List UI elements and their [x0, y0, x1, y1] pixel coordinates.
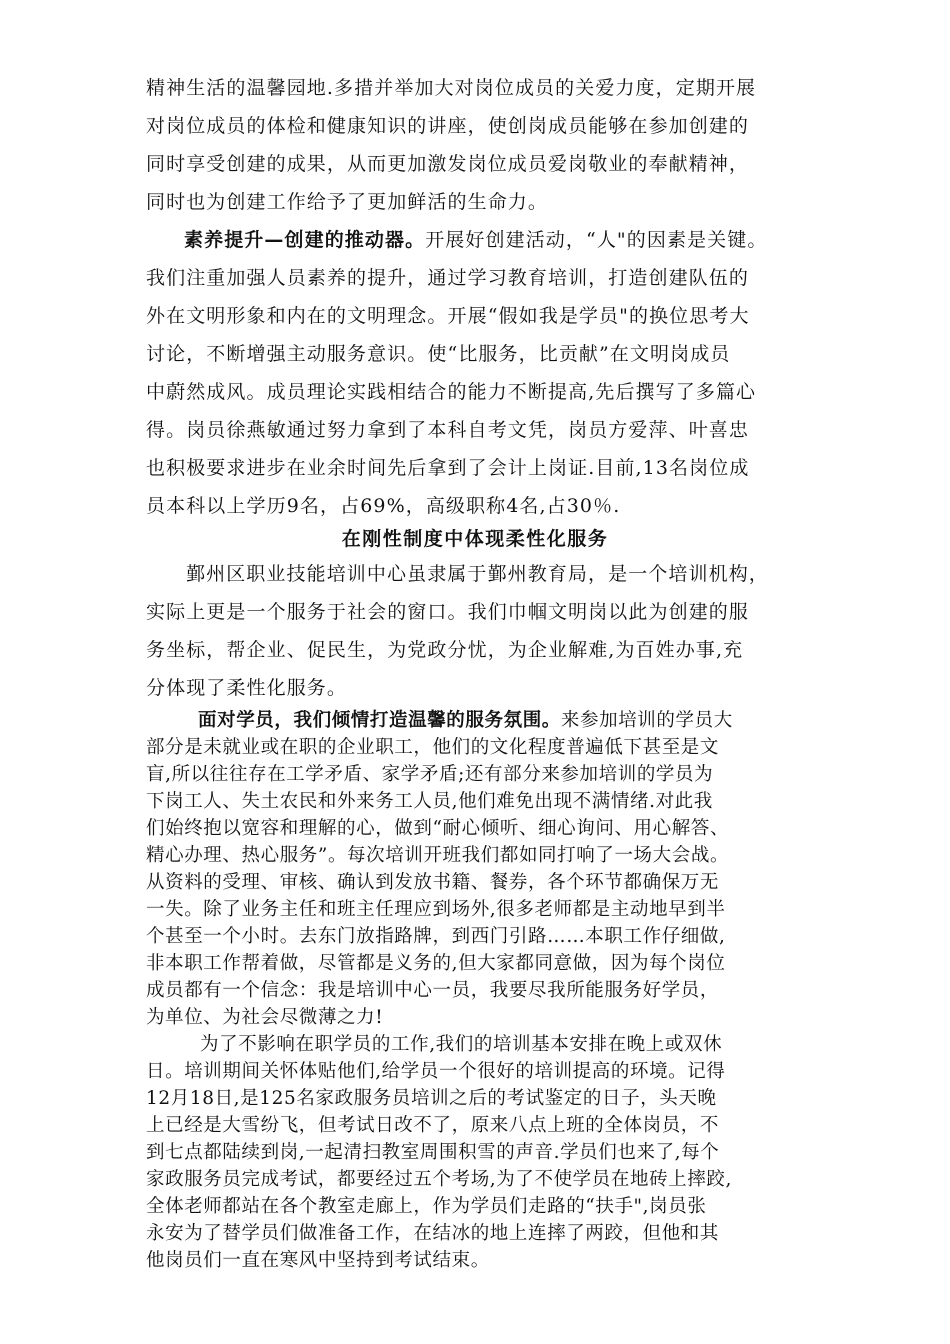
text-line: 同时也为创建工作给予了更加鲜活的生命力。 — [146, 191, 549, 213]
text-line: 也积极要求进步在业余时间先后拿到了会计上岗证.目前,13名岗位成 — [146, 457, 750, 479]
text-line: 盲,所以往往存在工学矛盾、家学矛盾;还有部分来参加培训的学员为 — [146, 764, 714, 785]
text-line: 我们注重加强人员素养的提升，通过学习教育培训，打造创建队伍的 — [146, 267, 750, 289]
text-line: 讨论，不断增强主动服务意识。使“比服务，比贡献”在文明岗成员 — [146, 343, 731, 365]
text-line: 个甚至一个小时。去东门放指路牌，到西门引路……本职工作仔细做, — [146, 926, 726, 947]
text-line: 务坐标，帮企业、促民生，为党政分忧，为企业解难,为百姓办事,充 — [146, 639, 744, 661]
paragraph-lead-heading: 素养提升—创建的推动器。 — [184, 229, 426, 251]
text-line: 们始终抱以宽容和理解的心，做到“耐心倾听、细心询问、用心解答、 — [146, 818, 730, 839]
text-line: 员本科以上学历9名，占69%，高级职称4名,占30％. — [146, 495, 621, 517]
text-line: 为了不影响在职学员的工作,我们的培训基本安排在晚上或双休 — [200, 1034, 723, 1055]
text-line: 下岗工人、失土农民和外来务工人员,他们难免出现不满情绪.对此我 — [146, 791, 713, 812]
text-line: 成员都有一个信念：我是培训中心一员，我要尽我所能服务好学员， — [146, 980, 720, 1001]
text-line: 外在文明形象和内在的文明理念。开展“假如我是学员"的换位思考大 — [146, 305, 750, 327]
text-line: 鄞州区职业技能培训中心虽隶属于鄞州教育局，是一个培训机构， — [186, 563, 769, 585]
text-line: 12月18日,是125名家政服务员培训之后的考试鉴定的日子，头天晚 — [146, 1088, 717, 1109]
text-line: 他岗员们一直在寒风中坚持到考试结束。 — [146, 1250, 490, 1271]
text-line: 部分是未就业或在职的企业职工，他们的文化程度普遍低下甚至是文 — [146, 737, 720, 758]
paragraph-lead-heading: 面对学员，我们倾情打造温馨的服务氛围。 — [198, 710, 561, 731]
text-line: 家政服务员完成考试，都要经过五个考场,为了不使学员在地砖上摔跤, — [146, 1169, 732, 1190]
text-line: 全体老师都站在各个教室走廊上，作为学员们走路的“扶手",岗员张 — [146, 1196, 707, 1217]
text-line: 上已经是大雪纷飞，但考试日改不了，原来八点上班的全体岗员，不 — [146, 1115, 720, 1136]
text-line: 分体现了柔性化服务。 — [146, 677, 348, 699]
section-title: 在刚性制度中体现柔性化服务 — [341, 528, 609, 550]
text-span: 开展好创建活动，“人"的因素是关键。 — [425, 229, 768, 251]
text-line: 为单位、为社会尽微薄之力! — [146, 1007, 384, 1028]
text-line: 实际上更是一个服务于社会的窗口。我们巾帼文明岗以此为创建的服 — [146, 601, 750, 623]
text-line — [198, 710, 888, 732]
text-line: 中蔚然成风。成员理论实践相结合的能力不断提高,先后撰写了多篇心 — [146, 381, 757, 403]
text-line: 永安为了替学员们做准备工作，在结冰的地上连摔了两跤，但他和其 — [146, 1223, 720, 1244]
text-line: 对岗位成员的体检和健康知识的讲座，使创岗成员能够在参加创建的 — [146, 115, 750, 137]
text-line: 精神生活的温馨园地.多措并举加大对岗位成员的关爱力度，定期开展 — [146, 77, 757, 99]
text-line: 精心办理、热心服务”。每次培训开班我们都如同打响了一场大会战。 — [146, 845, 730, 866]
text-line: 非本职工作帮着做，尽管都是义务的,但大家都同意做，因为每个岗位 — [146, 953, 726, 974]
text-line: 得。岗员徐燕敏通过努力拿到了本科自考文凭，岗员方爱萍、叶喜忠 — [146, 419, 750, 441]
text-line — [184, 228, 874, 252]
text-line: 日。培训期间关怀体贴他们,给学员一个很好的培训提高的环境。记得 — [146, 1061, 726, 1082]
text-line: 到七点都陆续到岗,一起清扫教室周围积雪的声音.学员们也来了,每个 — [146, 1142, 720, 1163]
text-span: 来参加培训的学员大 — [560, 710, 733, 731]
text-line: 从资料的受理、审核、确认到发放书籍、餐券，各个环节都确保万无 — [146, 872, 720, 893]
text-line: 一失。除了业务主任和班主任理应到场外,很多老师都是主动地早到半 — [146, 899, 726, 920]
text-line: 同时享受创建的成果，从而更加激发岗位成员爱岗敬业的奉献精神， — [146, 153, 750, 175]
